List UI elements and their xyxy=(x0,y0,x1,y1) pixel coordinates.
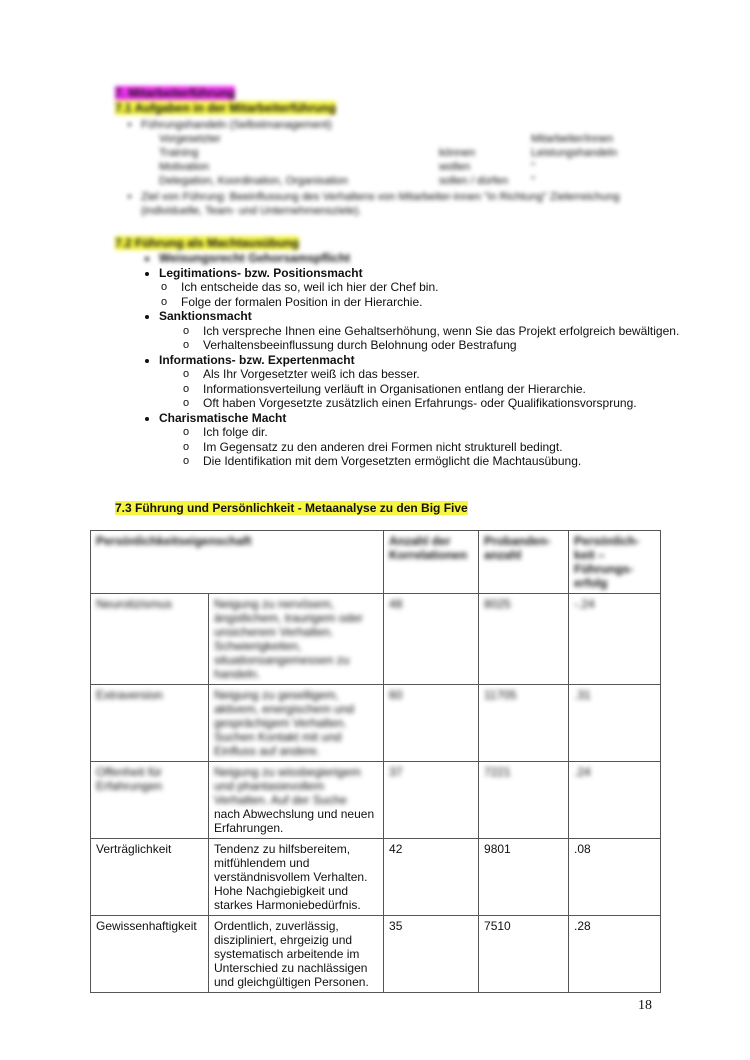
header-participants: Probanden-anzahl xyxy=(479,531,569,594)
chapter-heading: 7. Mitarbeiterführung xyxy=(115,86,236,100)
table-row: Verträglichkeit Tendenz zu hilfsbereitem, mitfühlendem und verständnisvollem Verhalten. Hohe Nachgiebigkeit und starkes Harmoniebedürfnis. 42 9801 .08 xyxy=(91,839,661,916)
list-item: • Legitimations- bzw. Positionsmacht o Ich entscheide das so, weil ich hier der Chef bin. o Folge der formalen Position in der Hierarchie. xyxy=(159,266,685,310)
big-five-table xyxy=(90,530,661,993)
list-item: • Informations- bzw. Expertenmacht o Als Ihr Vorgesetzter weiß ich das besser. o Informationsverteilung verläuft in Organisationen entlang der Hierarchie. o Oft haben Vorgesetzte zusätzlich einen Erfahrungs- oder Qualifikationsvorsprung. xyxy=(159,353,685,411)
header-leadership-success: Persönlich-keit – Führungs-erfolg xyxy=(569,531,661,594)
table-row: Extraversion Neigung zu geselligem, aktivem, energischem und gesprächigem Verhalten. Suchen Kontakt mit und Einfluss auf andere. 60 11705 .31 xyxy=(91,685,661,762)
table-row: Offenheit für Erfahrungen Neigung zu wissbegierigem und phantasievollem Verhalten. Auf der Suche nach Abwechslung und neuen Erfahrungen. 37 7221 .24 xyxy=(91,762,661,839)
list-item: • Ziel von Führung: Beeinflussung des Verhaltens von Mitarbeiter-innen "in Richtung" Zielerreichung (individuelle, Team- und Unternehmensziele). xyxy=(141,190,675,218)
table-row: Gewissenhaftigkeit Ordentlich, zuverlässig, diszipliniert, ehrgeizig und systematisch arbeitende im Unterschied zu nachlässigen und gleichgültigen Personen. 35 7510 .28 xyxy=(91,916,661,993)
header-correlations: Anzahl der Korrelationen xyxy=(384,531,479,594)
sub-list-item: o Im Gegensatz zu den anderen drei Formen nicht strukturell bedingt. xyxy=(203,440,685,455)
section-heading-7-2: 7.2 Führung als Machtausübung xyxy=(115,236,300,250)
section-7-2 xyxy=(115,236,685,469)
list-item: Vorgesetzter Mitarbeiter/innen xyxy=(159,133,613,145)
list-item: • Führungshandeln (Selbstmanagement) xyxy=(141,118,675,132)
table-header-row xyxy=(91,531,661,594)
section-heading-7-1: 7.1 Aufgaben in der Mitarbeiterführung xyxy=(115,101,336,115)
list-item: Training können Leistungshandeln xyxy=(159,147,618,159)
sub-list-item: o Verhaltensbeeinflussung durch Belohnung oder Bestrafung xyxy=(203,338,685,353)
sub-list-item: o Die Identifikation mit dem Vorgesetzten ermöglicht die Machtausübung. xyxy=(203,454,685,469)
header-trait: Persönlichkeitseigenschaft xyxy=(91,531,384,594)
list-item: Motivation wollen " xyxy=(159,161,535,173)
sub-list-item: o Oft haben Vorgesetzte zusätzlich einen Erfahrungs- oder Qualifikationsvorsprung. xyxy=(203,396,685,411)
page-number: 18 xyxy=(638,998,652,1013)
sub-list-item: o Ich verspreche Ihnen eine Gehaltserhöhung, wenn Sie das Projekt erfolgreich bewältigen. xyxy=(203,324,685,339)
list-item: • Weisungsrecht Gehorsamspflicht xyxy=(159,251,685,266)
section-7-1 xyxy=(115,86,675,218)
list-7-1 xyxy=(115,118,675,132)
table-row: Neurotizismus Neigung zu nervösem, ängstlichem, traurigem oder unsicherem Verhalten. Schwierigkeiten, situationsangemessen zu handeln. 48 8025 -.24 xyxy=(91,594,661,685)
list-item: Delegation, Koordination, Organisation sollen / dürfen " xyxy=(159,175,535,187)
sub-list-item: o Als Ihr Vorgesetzter weiß ich das besser. xyxy=(203,367,685,382)
sub-list-item: o Informationsverteilung verläuft in Organisationen entlang der Hierarchie. xyxy=(203,382,685,397)
list-item: • Charismatische Macht o Ich folge dir. o Im Gegensatz zu den anderen drei Formen nicht strukturell bedingt. o Die Identifikation mit dem Vorgesetzten ermöglicht die Machtausübung. xyxy=(159,411,685,469)
sub-list-item: o Ich folge dir. xyxy=(203,425,685,440)
power-list xyxy=(115,251,685,469)
list-item: • Sanktionsmacht o Ich verspreche Ihnen eine Gehaltserhöhung, wenn Sie das Projekt erfolgreich bewältigen. o Verhaltensbeeinflussung durch Belohnung oder Bestrafung xyxy=(159,309,685,353)
sub-list-item: o Folge der formalen Position in der Hierarchie. xyxy=(181,295,685,310)
sub-list-item: o Ich entscheide das so, weil ich hier der Chef bin. xyxy=(181,280,685,295)
section-heading-7-3: 7.3 Führung und Persönlichkeit - Metaanalyse zu den Big Five xyxy=(115,501,468,515)
